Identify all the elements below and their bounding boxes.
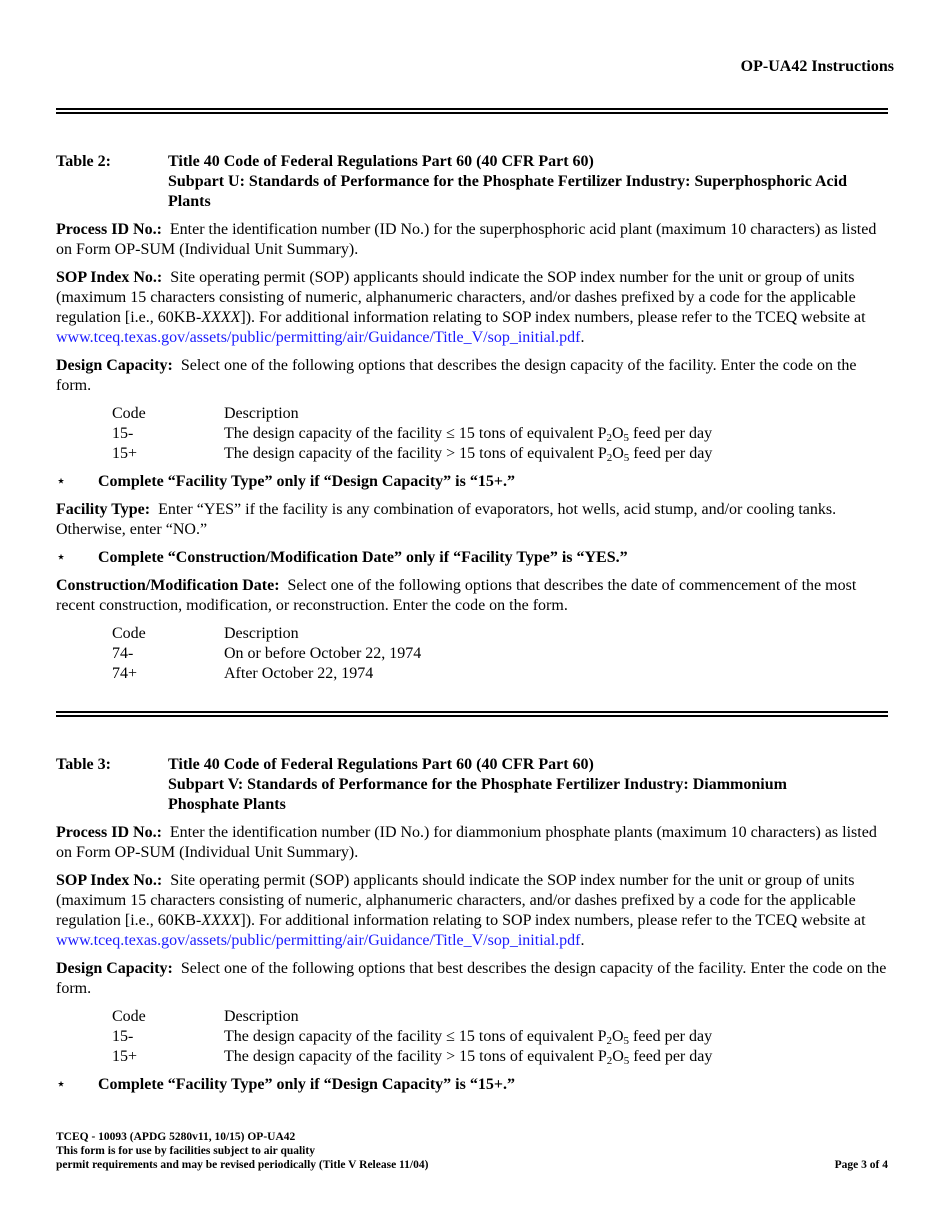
code-value: 74+ (112, 665, 138, 682)
description-column-header: Description (224, 405, 299, 422)
footer-form-id: TCEQ - 10093 (APDG 5280v11, 10/15) OP-UA42 (56, 1131, 296, 1143)
code-value: 15+ (112, 1048, 138, 1065)
design-capacity-paragraph (56, 356, 894, 396)
field-label: Construction/Modification Date: (56, 577, 280, 594)
conditional-note (56, 1075, 894, 1095)
table-subpart-title: Subpart V: Standards of Performance for the Phosphate Fertilizer Industry: Diammonium Phosphate Plants (168, 776, 787, 813)
code-description: After October 22, 1974 (224, 665, 374, 682)
design-capacity-paragraph (56, 959, 894, 999)
code-row (112, 1027, 894, 1047)
code-column-header: Code (112, 1008, 146, 1025)
punctuation: . (580, 329, 585, 346)
process-id-paragraph (56, 220, 894, 260)
code-row (112, 444, 894, 464)
field-label: Process ID No.: (56, 824, 162, 841)
table-number: Table 2: (56, 153, 111, 170)
sop-guidance-link[interactable]: www.tceq.texas.gov/assets/public/permitting/air/Guidance/Title_V/sop_initial.pdf (56, 932, 581, 949)
note-text: Complete “Facility Type” only if “Design Capacity” is “15+.” (98, 473, 515, 490)
star-icon: ⋆ (56, 1076, 67, 1093)
code-list-header (112, 1007, 894, 1027)
code-column-header: Code (112, 405, 146, 422)
field-description: ]). For additional information relating to SOP index numbers, please refer to the TCEQ website at (240, 309, 866, 326)
field-description: Enter “YES” if the facility is any combination of evaporators, hot wells, acid stump, and/or cooling tanks. Otherwise, enter “NO.” (56, 501, 837, 538)
code-value: 15- (112, 1028, 134, 1045)
code-column-header: Code (112, 625, 146, 642)
code-row (112, 664, 894, 684)
table-title (168, 152, 894, 212)
code-row (112, 1047, 894, 1067)
placeholder-code: XXXX (201, 309, 241, 326)
field-label: Design Capacity: (56, 357, 173, 374)
code-value: 15+ (112, 445, 138, 462)
code-list-header (112, 404, 894, 424)
field-label: Facility Type: (56, 501, 151, 518)
table-2-section (56, 152, 894, 692)
code-description: The design capacity of the facility > 15 tons of equivalent $P_2O_5$ feed per day (224, 1048, 713, 1067)
design-capacity-code-list (112, 404, 894, 464)
footer-notice: permit requirements and may be revised periodically (Title V Release 11/04) (56, 1159, 429, 1171)
table-3-section (56, 755, 894, 1103)
table-title-line: Title 40 Code of Federal Regulations Part 60 (40 CFR Part 60) (168, 153, 594, 170)
code-description: The design capacity of the facility ≤ 15 tons of equivalent $P_2O_5$ feed per day (224, 425, 713, 444)
field-label: Process ID No.: (56, 221, 162, 238)
field-description: Enter the identification number (ID No.) for diammonium phosphate plants (maximum 10 characters) as listed on Form OP-SUM (Individual Unit Summary). (56, 824, 877, 861)
divider (56, 108, 888, 114)
field-label: SOP Index No.: (56, 269, 163, 286)
field-description: Select one of the following options that best describes the design capacity of the facility. Enter the code on the form. (56, 960, 887, 997)
code-description: The design capacity of the facility ≤ 15 tons of equivalent $P_2O_5$ feed per day (224, 1028, 713, 1047)
construction-code-list (112, 624, 894, 684)
design-capacity-code-list (112, 1007, 894, 1067)
code-value: 15- (112, 425, 134, 442)
page-footer (56, 1130, 888, 1172)
table-number: Table 3: (56, 756, 111, 773)
note-text: Complete “Construction/Modification Date” only if “Facility Type” is “YES.” (98, 549, 628, 566)
sop-guidance-link[interactable]: www.tceq.texas.gov/assets/public/permitting/air/Guidance/Title_V/sop_initial.pdf (56, 329, 581, 346)
punctuation: . (580, 932, 585, 949)
code-description: On or before October 22, 1974 (224, 645, 422, 662)
table-2-heading (56, 152, 894, 212)
description-column-header: Description (224, 1008, 299, 1025)
star-icon: ⋆ (56, 473, 67, 490)
page-header-title: OP-UA42 Instructions (740, 58, 894, 75)
field-description: Site operating permit (SOP) applicants should indicate the SOP index number for the unit or group of units (maximum 15 characters consisting of numeric, alphanumeric characters, and/or dashes prefixed by a code for the applicable regulation [i.e., 60KB- (56, 269, 856, 326)
divider (56, 711, 888, 717)
field-label: SOP Index No.: (56, 872, 163, 889)
field-description: ]). For additional information relating to SOP index numbers, please refer to the TCEQ website at (240, 912, 866, 929)
table-title-line: Title 40 Code of Federal Regulations Part 60 (40 CFR Part 60) (168, 756, 594, 773)
code-value: 74- (112, 645, 134, 662)
code-description: The design capacity of the facility > 15 tons of equivalent $P_2O_5$ feed per day (224, 445, 713, 464)
star-icon: ⋆ (56, 549, 67, 566)
conditional-note (56, 472, 894, 492)
field-label: Design Capacity: (56, 960, 173, 977)
page-number: Page 3 of 4 (834, 1159, 888, 1171)
sop-index-paragraph (56, 871, 894, 951)
code-row (112, 424, 894, 444)
description-column-header: Description (224, 625, 299, 642)
footer-notice: This form is for use by facilities subject to air quality (56, 1145, 315, 1157)
code-list-header (112, 624, 894, 644)
sop-index-paragraph (56, 268, 894, 348)
field-description: Enter the identification number (ID No.) for the superphosphoric acid plant (maximum 10 characters) as listed on Form OP-SUM (Individual Unit Summary). (56, 221, 877, 258)
conditional-note (56, 548, 894, 568)
process-id-paragraph (56, 823, 894, 863)
field-description: Select one of the following options that describes the date of commencement of the most recent construction, modification, or reconstruction. Enter the code on the form. (56, 577, 857, 614)
table-subpart-title: Subpart U: Standards of Performance for the Phosphate Fertilizer Industry: Superphosphoric Acid Plants (168, 173, 847, 210)
construction-date-paragraph (56, 576, 894, 616)
placeholder-code: XXXX (201, 912, 241, 929)
note-text: Complete “Facility Type” only if “Design Capacity” is “15+.” (98, 1076, 515, 1093)
facility-type-paragraph (56, 500, 894, 540)
field-description: Select one of the following options that describes the design capacity of the facility. Enter the code on the form. (56, 357, 857, 394)
field-description: Site operating permit (SOP) applicants should indicate the SOP index number for the unit or group of units (maximum 15 characters consisting of numeric, alphanumeric characters, and/or dashes prefixed by a code for the applicable regulation [i.e., 60KB- (56, 872, 856, 929)
table-title (168, 755, 894, 815)
code-row (112, 644, 894, 664)
table-3-heading (56, 755, 894, 815)
